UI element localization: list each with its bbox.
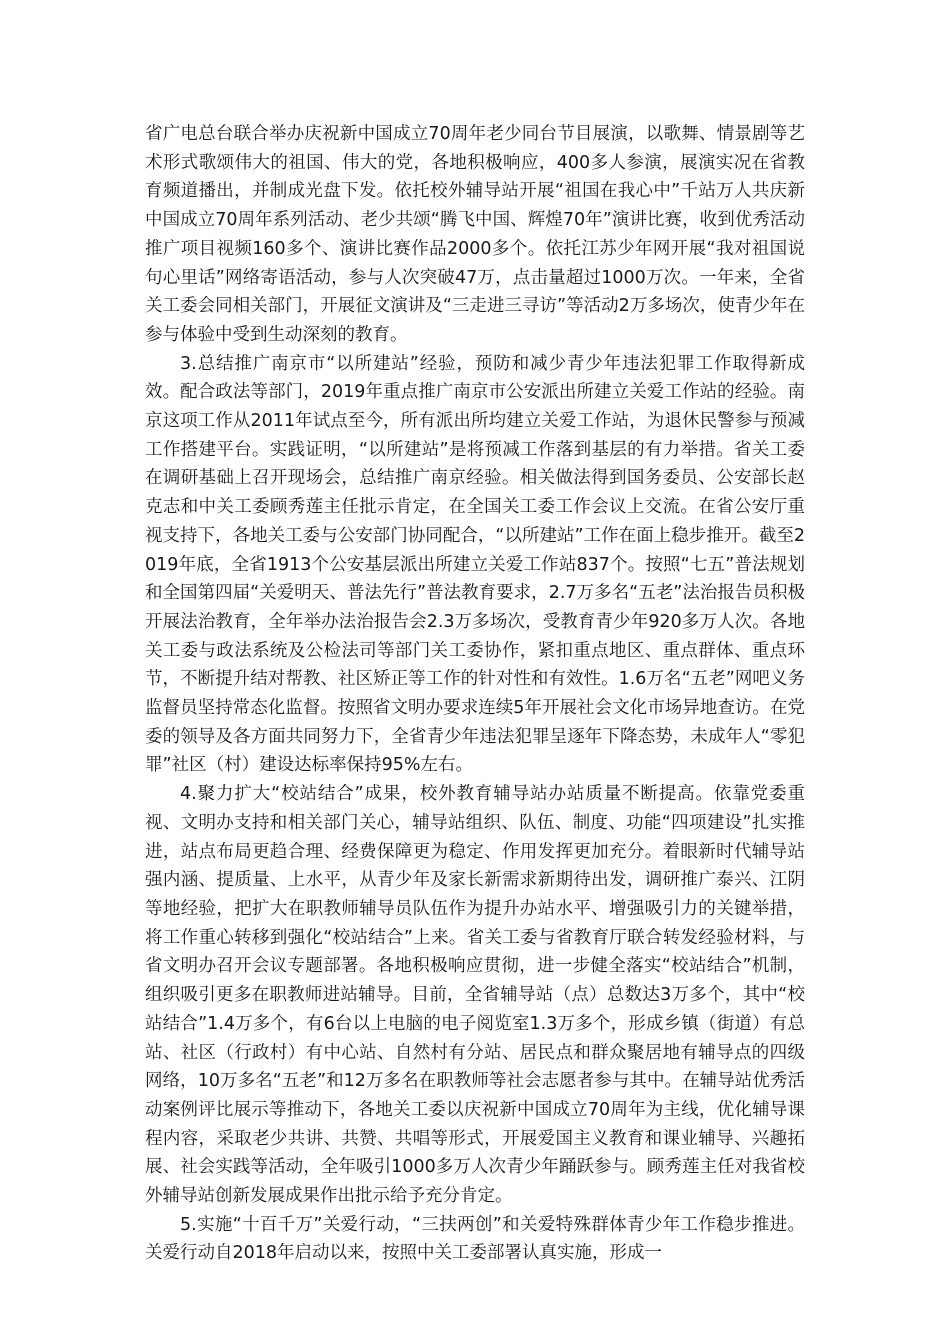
document-body: [145, 120, 805, 1268]
paragraph-section-4: 4.聚力扩大“校站结合”成果，校外教育辅导站办站质量不断提高。依靠党委重视、文明办支持和相关部门关心，辅导站组织、队伍、制度、功能“四项建设”扎实推进，站点布局更趋合理、经费保障更为稳定、作用发挥更加充分。着眼新时代辅导站强内涵、提质量、上水平，从青少年及家长新需求新期待出发，调研推广泰兴、江阴等地经验，把扩大在职教师辅导员队伍作为提升办站水平、增强吸引力的关键举措，将工作重心转移到强化“校站结合”上来。省关工委与省教育厅联合转发经验材料，与省文明办召开会议专题部署。各地积极响应贯彻，进一步健全落实“校站结合”机制，组织吸引更多在职教师进站辅导。目前，全省辅导站（点）总数达3万多个，其中“校站结合”1.4万多个，有6台以上电脑的电子阅览室1.3万多个，形成乡镇（街道）有总站、社区（行政村）有中心站、自然村有分站、居民点和群众聚居地有辅导点的四级网络，10万多名“五老”和12万多名在职教师等社会志愿者参与其中。在辅导站优秀活动案例评比展示等推动下，各地关工委以庆祝新中国成立70周年为主线，优化辅导课程内容，采取老少共讲、共赞、共唱等形式，开展爱国主义教育和课业辅导、兴趣拓展、社会实践等活动，全年吸引1000多万人次青少年踊跃参与。顾秀莲主任对我省校外辅导站创新发展成果作出批示给予充分肯定。: [145, 784, 805, 1207]
paragraph-continuation: 省广电总台联合举办庆祝新中国成立70周年老少同台节目展演，以歌舞、情景剧等艺术形式歌颂伟大的祖国、伟大的党，各地积极响应，400多人参演，展演实况在省教育频道播出，并制成光盘下发。依托校外辅导站开展“祖国在我心中”千站万人共庆新中国成立70周年系列活动、老少共颂“腾飞中国、辉煌70年”演讲比赛，收到优秀活动推广项目视频160多个、演讲比赛作品2000多个。依托江苏少年网开展“我对祖国说句心里话”网络寄语活动，参与人次突破47万，点击量超过1000万次。一年来，全省关工委会同相关部门，开展征文演讲及“三走进三寻访”等活动2万多场次，使青少年在参与体验中受到生动深刻的教育。: [145, 124, 805, 345]
paragraph-section-5: 5.实施“十百千万”关爱行动，“三扶两创”和关爱特殊群体青少年工作稳步推进。关爱行动自2018年启动以来，按照中关工委部署认真实施，形成一: [145, 1214, 805, 1264]
paragraph-section-3: 3.总结推广南京市“以所建站”经验，预防和减少青少年违法犯罪工作取得新成效。配合政法等部门，2019年重点推广南京市公安派出所建立关爱工作站的经验。南京这项工作从2011年试点至今，所有派出所均建立关爱工作站，为退休民警参与预减工作搭建平台。实践证明，“以所建站”是将预减工作落到基层的有力举措。省关工委在调研基础上召开现场会，总结推广南京经验。相关做法得到国务委员、公安部长赵克志和中关工委顾秀莲主任批示肯定，在全国关工委工作会议上交流。在省公安厅重视支持下，各地关工委与公安部门协同配合，“以所建站”工作在面上稳步推开。截至2019年底，全省1913个公安基层派出所建立关爱工作站837个。按照“七五”普法规划和全国第四届“关爱明天、普法先行”普法教育要求，2.7万多名“五老”法治报告员积极开展法治教育，全年举办法治报告会2.3万多场次，受教育青少年920多万人次。各地关工委与政法系统及公检法司等部门关工委协作，紧扣重点地区、重点群体、重点环节，不断提升结对帮教、社区矫正等工作的针对性和有效性。1.6万名“五老”网吧义务监督员坚持常态化监督。按照省文明办要求连续5年开展社会文化市场异地查访。在党委的领导及各方面共同努力下，全省青少年违法犯罪呈逐年下降态势，未成年人“零犯罪”社区（村）建设达标率保持95%左右。: [145, 353, 805, 776]
